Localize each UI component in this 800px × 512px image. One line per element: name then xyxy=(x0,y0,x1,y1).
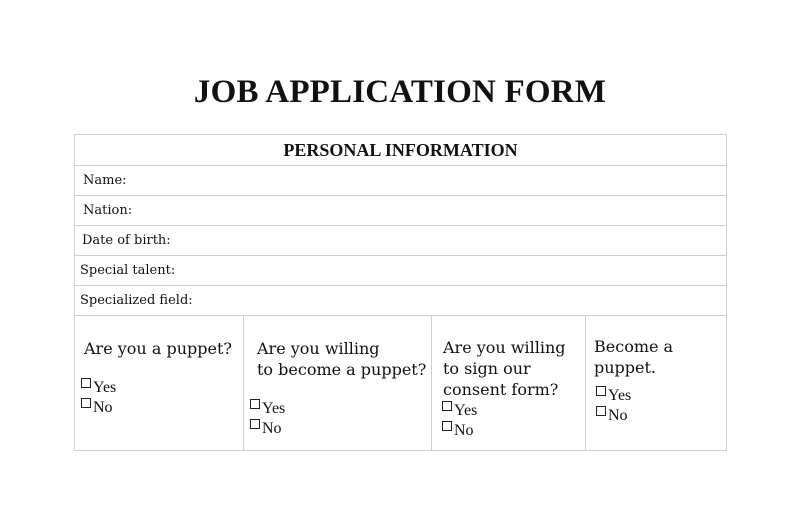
form-title: JOB APPLICATION FORM xyxy=(193,74,607,110)
field-row-nation[interactable] xyxy=(75,196,726,226)
option-no-label-3: No xyxy=(454,422,474,439)
checkbox-no-3[interactable] xyxy=(442,421,452,431)
question-4-line-1: Become a xyxy=(594,337,674,356)
question-4-line-2: puppet. xyxy=(594,358,657,377)
option-no-label-1: No xyxy=(93,399,113,416)
field-row-special-talent[interactable] xyxy=(75,256,726,286)
option-no-3[interactable] xyxy=(442,421,474,441)
field-label-special-talent: Special talent: xyxy=(80,263,176,278)
checkbox-no-4[interactable] xyxy=(596,406,606,416)
option-yes-label-4: Yes xyxy=(608,387,632,404)
field-label-name: Name: xyxy=(83,173,127,188)
checkbox-yes-2[interactable] xyxy=(250,399,260,409)
option-yes-label-3: Yes xyxy=(454,402,478,419)
personal-information-table xyxy=(74,134,727,451)
field-label-nation: Nation: xyxy=(83,203,133,218)
option-yes-2[interactable] xyxy=(250,399,285,419)
option-yes-label-2: Yes xyxy=(262,400,286,417)
option-no-2[interactable] xyxy=(250,419,282,439)
option-yes-1[interactable] xyxy=(81,378,116,398)
checkbox-yes-1[interactable] xyxy=(81,378,91,388)
checkbox-no-1[interactable] xyxy=(81,398,91,408)
option-yes-3[interactable] xyxy=(442,401,477,421)
checkbox-no-2[interactable] xyxy=(250,419,260,429)
question-cell-1 xyxy=(75,316,244,451)
question-cell-3 xyxy=(432,316,586,451)
question-3-line-1: Are you willing xyxy=(443,338,566,357)
option-yes-label-1: Yes xyxy=(93,379,117,396)
checkbox-yes-4[interactable] xyxy=(596,386,606,396)
option-no-1[interactable] xyxy=(81,398,113,418)
question-cell-2 xyxy=(244,316,432,451)
question-3-line-2: to sign our xyxy=(443,359,531,378)
option-yes-4[interactable] xyxy=(596,386,631,406)
option-no-4[interactable] xyxy=(596,406,628,426)
field-label-date-of-birth: Date of birth: xyxy=(82,233,171,248)
option-no-label-4: No xyxy=(608,407,628,424)
field-row-date-of-birth[interactable] xyxy=(75,226,726,256)
option-no-label-2: No xyxy=(262,420,282,437)
field-label-specialized-field: Specialized field: xyxy=(80,293,193,308)
question-1-line-1: Are you a puppet? xyxy=(84,339,232,358)
question-cell-4 xyxy=(586,316,726,451)
field-row-specialized-field[interactable] xyxy=(75,286,726,316)
section-header-personal-information: PERSONAL INFORMATION xyxy=(75,135,726,166)
question-3-line-3: consent form? xyxy=(443,380,559,399)
question-2-line-2: to become a puppet? xyxy=(257,360,427,379)
checkbox-yes-3[interactable] xyxy=(442,401,452,411)
field-row-name[interactable] xyxy=(75,166,726,196)
question-2-line-1: Are you willing xyxy=(257,339,380,358)
